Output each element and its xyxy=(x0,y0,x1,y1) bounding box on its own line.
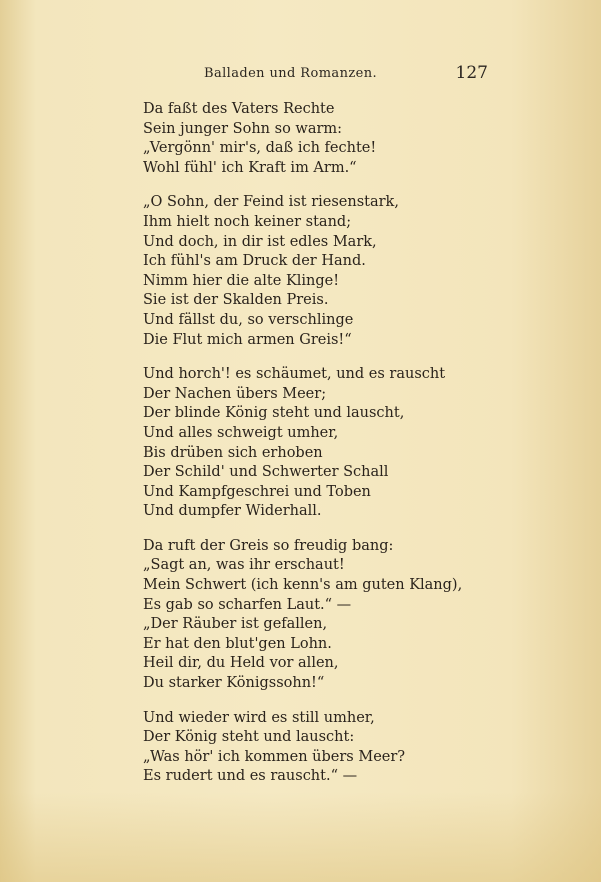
verse-line: Wohl fühl' ich Kraft im Arm.“ xyxy=(143,159,357,176)
stanza-gap xyxy=(143,522,483,537)
verse-line: Und horch'! es schäumet, und es rauscht xyxy=(143,366,446,383)
verse-line: Und doch, in dir ist edles Mark, xyxy=(143,233,377,250)
verse-line: Der Nachen übers Meer; xyxy=(143,385,327,402)
poem-text xyxy=(143,100,483,787)
verse-line: Mein Schwert (ich kenn's am guten Klang), xyxy=(143,577,463,594)
verse-line: Sein junger Sohn so warm: xyxy=(143,120,343,137)
verse-line: „Sagt an, was ihr erschaut! xyxy=(143,557,345,574)
verse-line: Heil dir, du Held vor allen, xyxy=(143,655,339,672)
verse-line: Der König steht und lauscht: xyxy=(143,729,355,746)
stanza xyxy=(143,193,483,350)
stanza-gap xyxy=(143,178,483,193)
verse-line: Der Schild' und Schwerter Schall xyxy=(143,464,389,481)
page-header xyxy=(140,63,492,88)
verse-line: Es rudert und es rauscht.“ — xyxy=(143,768,358,785)
stanza-gap xyxy=(143,694,483,709)
verse-line: Bis drüben sich erhoben xyxy=(143,444,323,461)
page-number: 127 xyxy=(455,63,488,83)
verse-line: „Vergönn' mir's, daß ich fechte! xyxy=(143,140,377,157)
verse-line: „O Sohn, der Feind ist riesenstark, xyxy=(143,194,399,211)
verse-line: Der blinde König steht und lauscht, xyxy=(143,405,405,422)
verse-line: Und alles schweigt umher, xyxy=(143,424,339,441)
verse-line: Es gab so scharfen Laut.“ — xyxy=(143,596,352,613)
verse-line: Und dumpfer Widerhall. xyxy=(143,503,322,520)
verse-line: Und wieder wird es still umher, xyxy=(143,709,375,726)
verse-line: Und Kampfgeschrei und Toben xyxy=(143,483,371,500)
verse-line: Sie ist der Skalden Preis. xyxy=(143,292,329,309)
stanza xyxy=(143,365,483,522)
stanza xyxy=(143,100,483,178)
stanza xyxy=(143,537,483,694)
running-title: Balladen und Romanzen. xyxy=(204,66,378,81)
verse-line: Und fällst du, so verschlinge xyxy=(143,311,354,328)
verse-line: „Der Räuber ist gefallen, xyxy=(143,616,328,633)
verse-line: Du starker Königssohn!“ xyxy=(143,675,325,692)
verse-line: Die Flut mich armen Greis!“ xyxy=(143,331,352,348)
verse-line: Da ruft der Greis so freudig bang: xyxy=(143,537,394,554)
verse-line: Nimm hier die alte Klinge! xyxy=(143,272,340,289)
stanza-gap xyxy=(143,350,483,365)
verse-line: Da faßt des Vaters Rechte xyxy=(143,101,335,117)
verse-line: Er hat den blut'gen Lohn. xyxy=(143,635,332,652)
stanza xyxy=(143,709,483,787)
verse-line: „Was hör' ich kommen übers Meer? xyxy=(143,748,406,765)
verse-line: Ihm hielt noch keiner stand; xyxy=(143,213,352,230)
verse-line: Ich fühl's am Druck der Hand. xyxy=(143,253,366,270)
